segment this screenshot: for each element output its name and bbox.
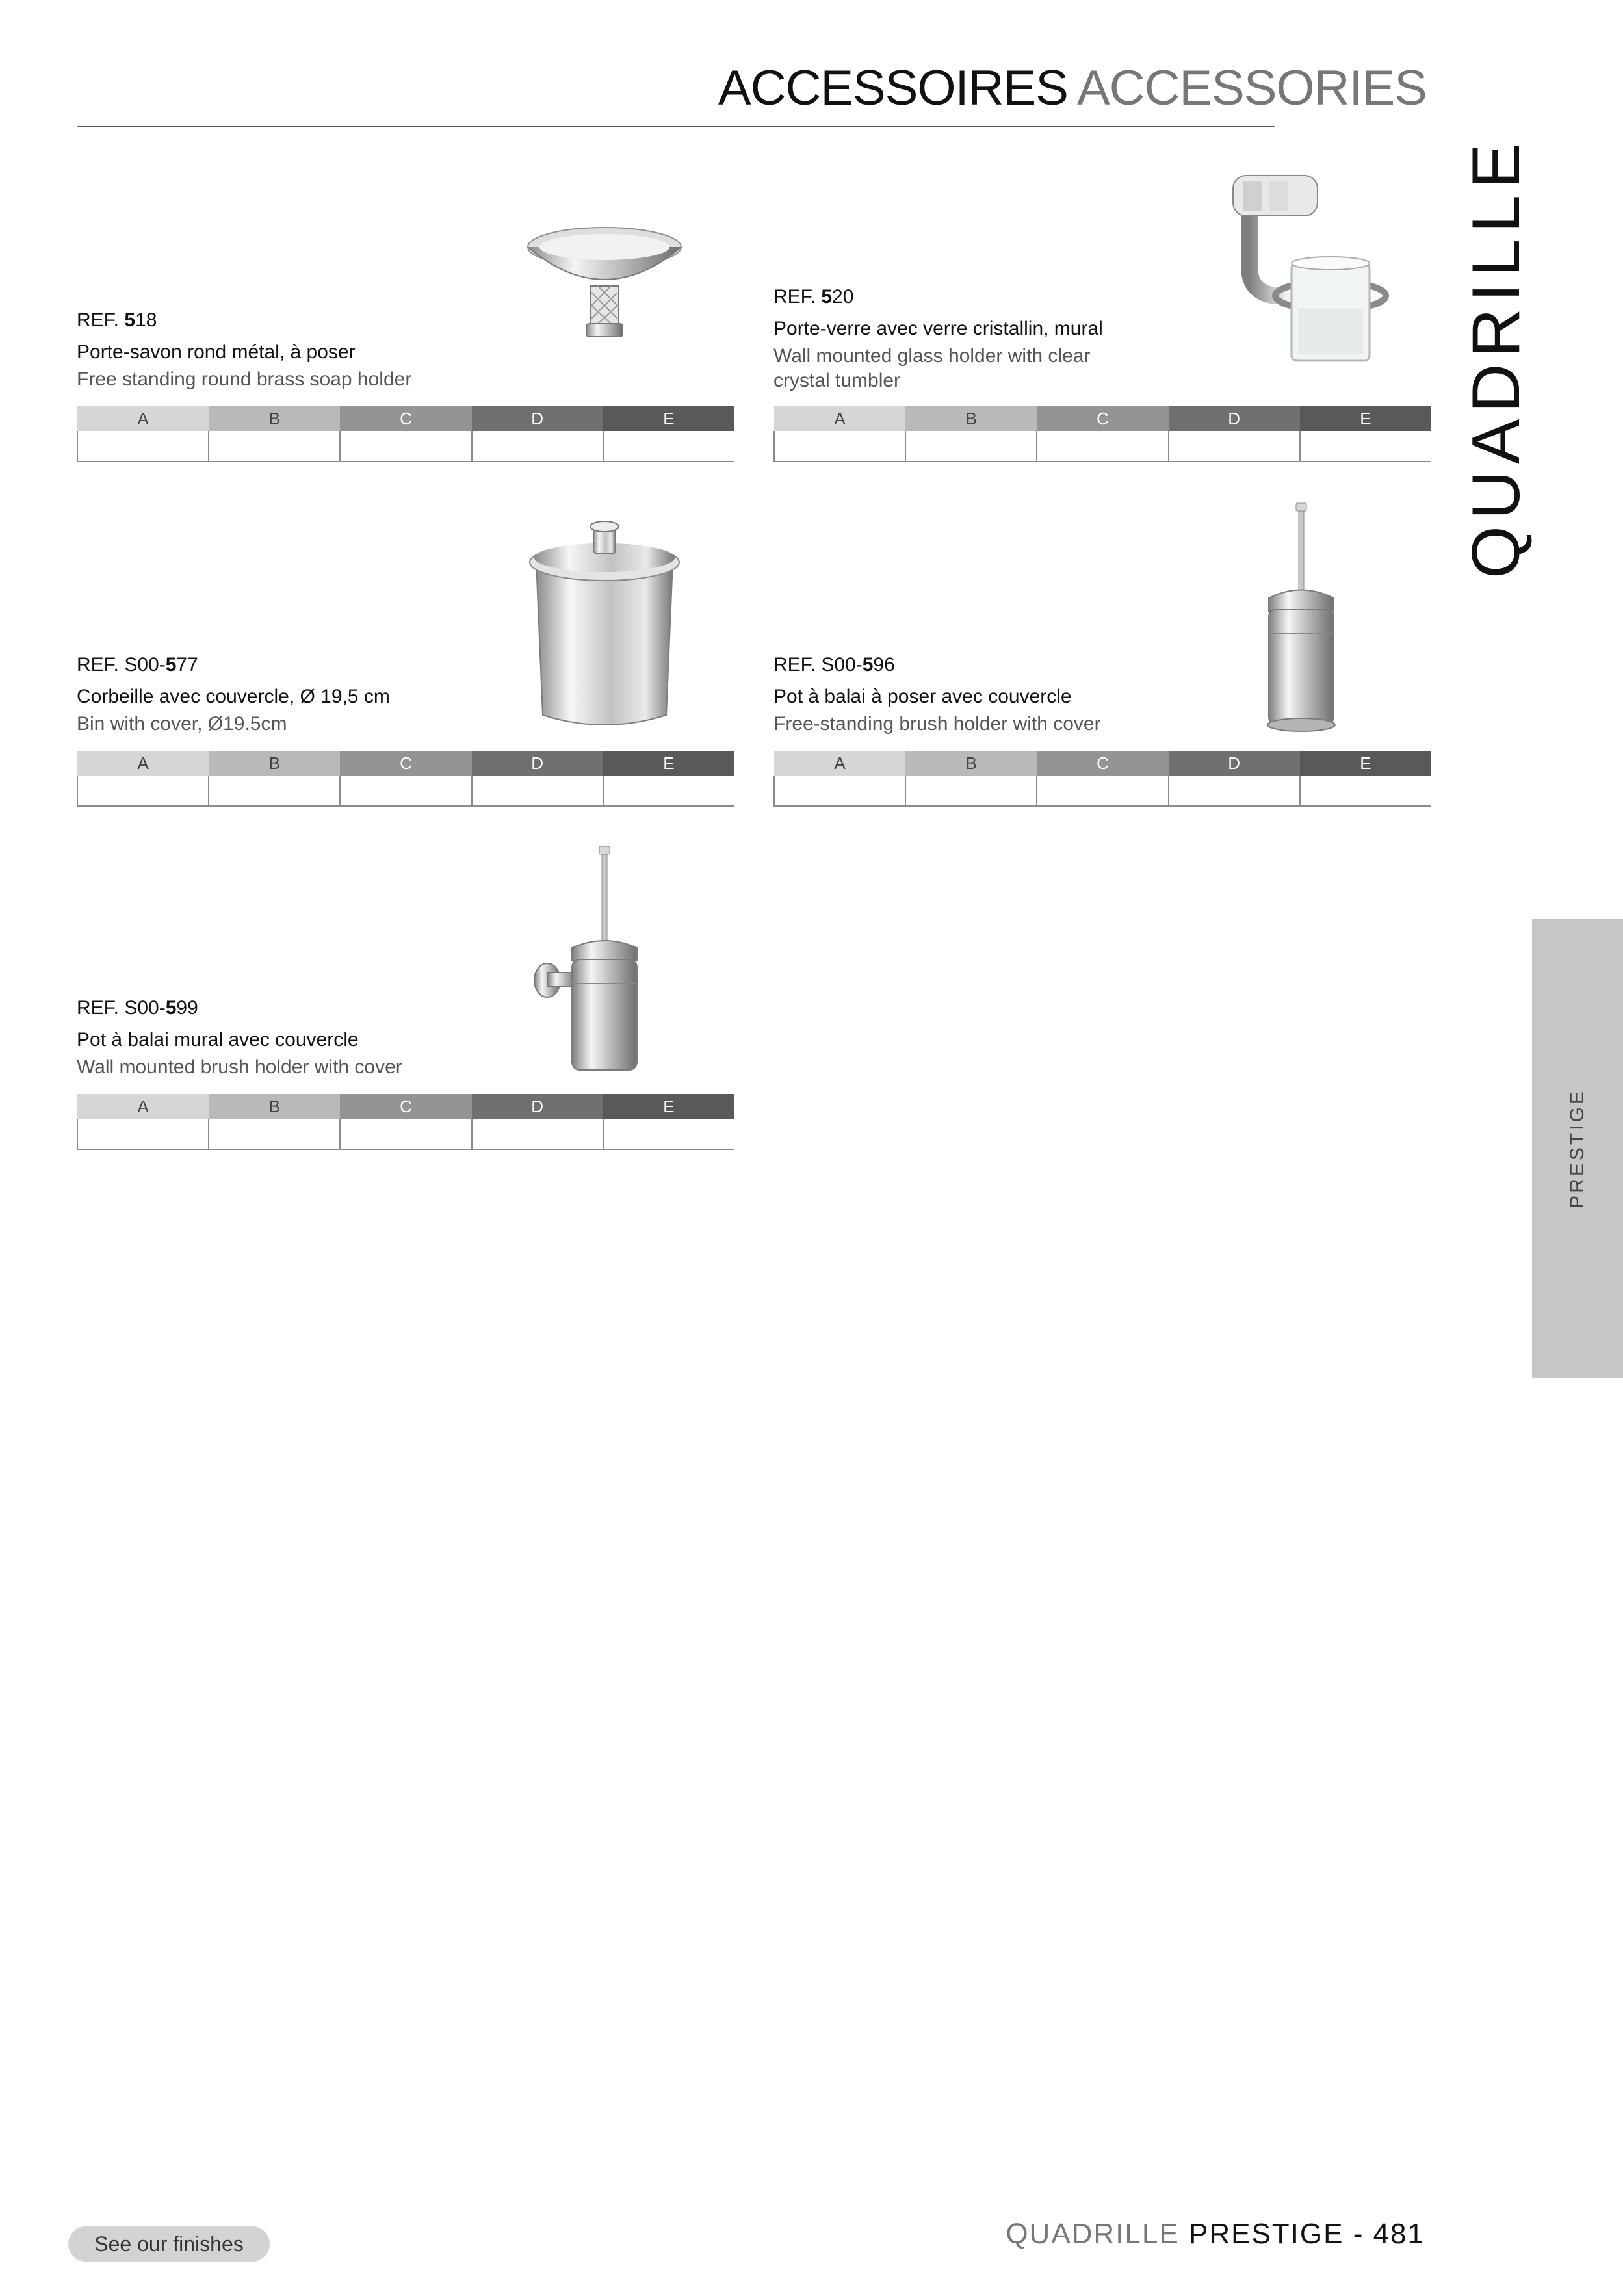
finish-table (77, 406, 734, 462)
description-french: Pot à balai à poser avec couvercle (773, 686, 1072, 707)
title-french: ACCESSOIRES (718, 60, 1068, 116)
finish-header-a: A (77, 406, 209, 431)
ref-collection-digit: 5 (165, 654, 177, 675)
finish-header-e: E (603, 1094, 734, 1119)
finish-header-e: E (1300, 751, 1431, 776)
collection-name: QUADRILLE (1459, 137, 1534, 579)
product-card-518 (77, 156, 734, 455)
collection-title (1451, 137, 1542, 579)
finish-header-a: A (77, 751, 209, 776)
product-card-520 (773, 156, 1431, 455)
ref-prefix: REF. S00- (773, 654, 863, 675)
finish-header-c: C (340, 406, 471, 431)
side-tab-label: PRESTIGE (1566, 1089, 1588, 1208)
ref-collection-digit: 5 (165, 997, 177, 1019)
glass-holder-image (1171, 156, 1431, 397)
wall-brush-holder-image (474, 844, 734, 1084)
description-french: Porte-savon rond métal, à poser (77, 341, 356, 363)
finish-cell-c (1037, 776, 1168, 806)
ref-collection-digit: 5 (124, 309, 136, 331)
finish-cell-a (77, 431, 209, 462)
finish-header-b: B (209, 751, 340, 776)
finish-header-d: D (472, 1094, 603, 1119)
finish-header-e: E (1300, 406, 1431, 431)
ref-number: 96 (873, 654, 895, 675)
finish-cell-d (472, 776, 603, 806)
finish-header-b: B (209, 1094, 340, 1119)
product-card-599 (77, 844, 734, 1143)
finish-header-a: A (774, 751, 905, 776)
ref-collection-digit: 5 (821, 286, 833, 307)
finish-cell-b (209, 431, 340, 462)
ref-prefix: REF. (77, 309, 125, 331)
product-ref (773, 287, 853, 307)
ref-prefix: REF. (773, 286, 822, 307)
page-title (718, 60, 1427, 116)
finish-cell-b (905, 431, 1037, 462)
finish-header-c: C (340, 1094, 471, 1119)
finish-cell-a (77, 776, 209, 806)
see-finishes-button[interactable]: See our finishes (68, 2226, 270, 2262)
finish-cell-a (774, 776, 905, 806)
ref-number: 20 (832, 286, 854, 307)
ref-number: 99 (176, 997, 198, 1019)
description-french: Porte-verre avec verre cristallin, mural (773, 318, 1103, 339)
footer-series: PRESTIGE (1188, 2218, 1344, 2250)
finish-header-d: D (1169, 406, 1300, 431)
page-number: - 481 (1353, 2218, 1425, 2250)
finish-header-b: B (905, 406, 1037, 431)
soap-dish-image (474, 156, 734, 397)
finish-header-b: B (905, 751, 1037, 776)
finish-header-a: A (77, 1094, 209, 1119)
finish-table (77, 1094, 734, 1150)
finish-cell-c (340, 431, 471, 462)
page-footer (1006, 2218, 1425, 2250)
finish-header-d: D (472, 406, 603, 431)
finish-table (77, 751, 734, 807)
product-ref (77, 655, 198, 675)
product-ref (77, 311, 157, 330)
title-english: ACCESSORIES (1076, 60, 1427, 116)
description-english: Wall mounted glass holder with clear crystal tumbler (773, 345, 1091, 391)
finish-cell-a (77, 1119, 209, 1149)
finish-cell-d (1169, 776, 1300, 806)
finish-cell-c (340, 776, 471, 806)
finish-cell-b (905, 776, 1037, 806)
finish-header-c: C (1037, 406, 1168, 431)
product-ref (773, 655, 895, 675)
product-card-596 (773, 501, 1431, 800)
finish-cell-b (209, 1119, 340, 1149)
footer-brand: QUADRILLE (1006, 2218, 1180, 2250)
product-ref (77, 998, 198, 1018)
ref-number: 77 (176, 654, 198, 675)
finish-header-a: A (774, 406, 905, 431)
header-divider (77, 126, 1275, 127)
ref-number: 18 (135, 309, 157, 331)
description-english: Wall mounted brush holder with cover (77, 1056, 402, 1078)
ref-prefix: REF. S00- (77, 997, 166, 1019)
finish-header-e: E (603, 751, 734, 776)
finish-header-d: D (472, 751, 603, 776)
description-french: Pot à balai mural avec couvercle (77, 1029, 359, 1050)
finish-header-e: E (603, 406, 734, 431)
finish-cell-e (603, 1119, 734, 1149)
description-french: Corbeille avec couvercle, Ø 19,5 cm (77, 686, 390, 707)
product-card-577 (77, 501, 734, 800)
finish-table (773, 751, 1431, 807)
free-standing-brush-holder-image (1171, 501, 1431, 741)
finish-table (773, 406, 1431, 462)
finish-cell-e (603, 431, 734, 462)
finish-cell-c (340, 1119, 471, 1149)
finish-cell-e (1300, 776, 1431, 806)
finish-header-c: C (340, 751, 471, 776)
finish-header-d: D (1169, 751, 1300, 776)
ref-prefix: REF. S00- (77, 654, 166, 675)
finish-cell-a (774, 431, 905, 462)
description-english: Free standing round brass soap holder (77, 369, 412, 390)
finish-cell-d (472, 1119, 603, 1149)
finish-header-c: C (1037, 751, 1168, 776)
finish-cell-d (472, 431, 603, 462)
finish-cell-c (1037, 431, 1168, 462)
finish-cell-d (1169, 431, 1300, 462)
finish-header-b: B (209, 406, 340, 431)
ref-collection-digit: 5 (862, 654, 874, 675)
finish-cell-e (603, 776, 734, 806)
description-english: Bin with cover, Ø19.5cm (77, 713, 287, 735)
finish-cell-e (1300, 431, 1431, 462)
description-english: Free-standing brush holder with cover (773, 713, 1101, 735)
finish-cell-b (209, 776, 340, 806)
bin-with-cover-image (474, 501, 734, 741)
side-tab-prestige[interactable] (1532, 919, 1623, 1378)
